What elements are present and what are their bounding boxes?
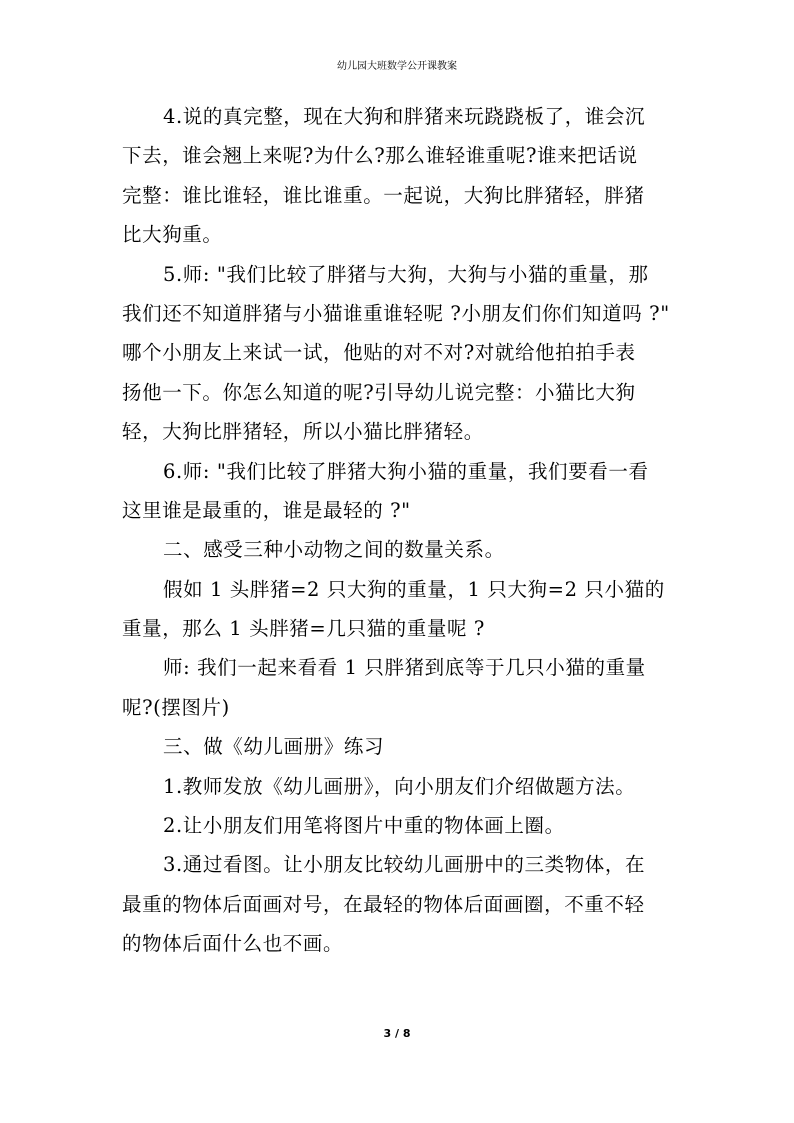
text-line: 5.师: "我们比较了胖猪与大狗，大狗与小猫的重量，那 (163, 262, 649, 286)
text-line: 的物体后面什么也不画。 (122, 932, 344, 956)
text-line: 重量，那么 1 头胖猪=几只猫的重量呢 ? (122, 617, 485, 641)
text-line: 哪个小朋友上来试一试，他贴的对不对?对就给他拍拍手表 (122, 341, 636, 365)
text-line: 最重的物体后面画对号，在最轻的物体后面画圈，不重不轻 (122, 892, 645, 916)
page-header-title: 幼儿园大班数学公开课教案 (337, 61, 457, 72)
text-line: 呢?(摆图片) (122, 695, 230, 719)
document-body (122, 97, 682, 964)
text-line: 1.教师发放《幼儿画册》，向小朋友们介绍做题方法。 (163, 774, 636, 798)
text-line: 完整：谁比谁轻，谁比谁重。一起说，大狗比胖猪轻，胖猪 (122, 183, 645, 207)
text-line: 师: 我们一起来看看 1 只胖猪到底等于几只小猫的重量 (163, 656, 646, 680)
text-line: 轻，大狗比胖猪轻，所以小猫比胖猪轻。 (122, 420, 484, 444)
text-line: 我们还不知道胖猪与小猫谁重谁轻呢 ?小朋友们你们知道吗 ?" (122, 301, 670, 325)
text-line: 2.让小朋友们用笔将图片中重的物体画上圈。 (163, 814, 565, 838)
page-number: 3 / 8 (383, 1027, 411, 1040)
text-line: 6.师: "我们比较了胖猪大狗小猫的重量，我们要看一看 (163, 459, 649, 483)
section-heading: 三、做《幼儿画册》练习 (163, 735, 385, 759)
text-line: 扬他一下。你怎么知道的呢?引导幼儿说完整：小猫比大狗 (122, 380, 636, 404)
section-heading: 二、感受三种小动物之间的数量关系。 (163, 538, 505, 562)
text-line: 比大狗重。 (122, 223, 223, 247)
text-line: 假如 1 头胖猪=2 只大狗的重量，1 只大狗=2 只小猫的 (163, 577, 665, 601)
text-line: 这里谁是最重的，谁是最轻的 ?" (122, 498, 411, 522)
text-line: 4.说的真完整，现在大狗和胖猪来玩跷跷板了，谁会沉 (163, 105, 646, 128)
text-line: 3.通过看图。让小朋友比较幼儿画册中的三类物体，在 (163, 853, 646, 877)
body-text (122, 97, 682, 964)
text-line: 下去，谁会翘上来呢?为什么?那么谁轻谁重呢?谁来把话说 (122, 144, 638, 168)
